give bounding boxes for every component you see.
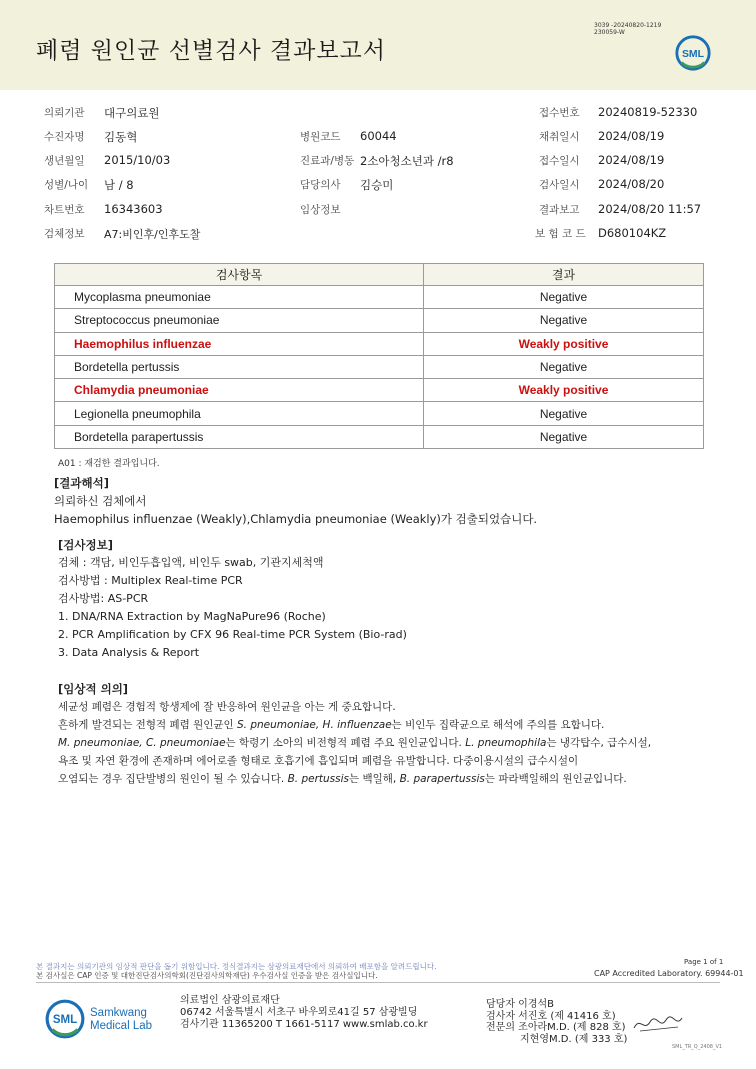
table-row [55, 309, 704, 332]
staff-line2: 검사자 서진호 (제 41416 호) [486, 1010, 616, 1022]
organism-name: M. pneumoniae, C. pneumoniae [58, 737, 226, 749]
table-row [55, 286, 704, 309]
brand-name [90, 1007, 152, 1033]
clinical-line1: 세균성 폐렴은 경험적 항생제에 잘 반응하여 원인균을 아는 게 중요합니다. [58, 701, 396, 713]
brand-line2: Medical Lab [90, 1020, 153, 1032]
clinical-line3 [58, 734, 651, 752]
sex-age-label: 성별/나이 [44, 179, 89, 191]
sex-age-value: 남 / 8 [104, 178, 134, 192]
collection-date-label: 채취일시 [539, 131, 580, 143]
footer-notice [36, 962, 436, 980]
clinical-text: 는 파라백일해의 원인균입니다. [484, 773, 627, 785]
interpretation-line2: Haemophilus influenzae (Weakly),Chlamydia pneumoniae (Weakly)가 검출되었습니다. [54, 512, 538, 526]
footer-notice-line2: 본 검사실은 CAP 인증 및 대한진단검사의학회(진단검사의학재단) 우수검사실 인증을 받은 검사실입니다. [36, 971, 378, 980]
test-item: Mycoplasma pneumoniae [55, 286, 424, 309]
doctor-value: 김승미 [360, 178, 394, 192]
requester-value: 대구의료원 [104, 106, 160, 120]
specimen-label: 검체정보 [44, 228, 85, 240]
sml-footer-logo-text: SML [52, 1014, 78, 1027]
clinical-text: 오염되는 경우 집단발병의 원인이 될 수 있습니다. [58, 773, 288, 785]
staff-line4: 지현영M.D. (제 333 호) [520, 1033, 628, 1045]
clinical-text: 는 백일해, [348, 773, 400, 785]
department-value: 2소아청소년과 /r8 [360, 154, 454, 168]
clinical-text: 는 냉각탑수, 급수시설, [546, 737, 652, 749]
insurance-code-value: D680104KZ [598, 226, 667, 240]
chart-number-label: 차트번호 [44, 204, 85, 216]
department-label: 진료과/병동 [300, 155, 355, 167]
patient-name-value: 김동혁 [104, 130, 138, 144]
test-item: Chlamydia pneumoniae [55, 379, 424, 402]
receipt-number-value: 20240819-52330 [598, 105, 698, 119]
hospital-code-value: 60044 [360, 129, 397, 143]
receipt-date-value: 2024/08/19 [598, 153, 665, 167]
test-info-line: 2. PCR Amplification by CFX 96 Real-time PCR System (Bio-rad) [58, 628, 407, 641]
test-date-label: 검사일시 [539, 179, 580, 191]
report-date-label: 결과보고 [539, 204, 580, 216]
receipt-date-label: 접수일시 [539, 155, 580, 167]
report-title: 폐렴 원인균 선별검사 결과보고서 [36, 38, 386, 64]
footer-divider [36, 982, 720, 983]
table-row [55, 332, 704, 355]
interpretation-line1: 의뢰하신 검체에서 [54, 494, 147, 508]
interpretation-section [54, 474, 537, 528]
table-row [55, 355, 704, 378]
hospital-code-label: 병원코드 [300, 131, 341, 143]
test-date-value: 2024/08/20 [598, 177, 665, 191]
test-item: Bordetella pertussis [55, 355, 424, 378]
lab-address [180, 995, 428, 1031]
organism-name: L. pneumophila [465, 737, 547, 749]
clinical-info-label: 임상정보 [300, 204, 341, 216]
sml-logo-text: SML [681, 48, 705, 60]
doctor-label: 담당의사 [300, 179, 341, 191]
test-info-line: 1. DNA/RNA Extraction by MagNaPure96 (Roche) [58, 610, 326, 623]
table-row [55, 402, 704, 425]
brand-line1: Samkwang [90, 1007, 147, 1019]
document-code [594, 22, 661, 36]
birth-date-label: 생년월일 [44, 155, 85, 167]
receipt-number-label: 접수번호 [539, 107, 580, 119]
collection-date-value: 2024/08/19 [598, 129, 665, 143]
cap-accreditation: CAP Accredited Laboratory. 69944-01 [594, 969, 744, 978]
clinical-text: 는 비인두 집락균으로 해석에 주의를 요합니다. [391, 719, 605, 731]
address-line1: 의료법인 삼광의료재단 [180, 995, 280, 1006]
document-code-line2: 230059-W [594, 29, 625, 36]
organism-name: S. pneumoniae, H. influenzae [236, 719, 392, 731]
sml-logo [674, 34, 712, 72]
test-info-section [58, 536, 407, 662]
column-header-result: 결과 [424, 264, 704, 286]
clinical-line4: 욕조 및 자연 환경에 존재하며 에어로졸 형태로 호흡기에 흡입되며 폐렴을 유발합니다. 다중이용시설의 급수시설이 [58, 755, 579, 767]
specimen-value: A7:비인후/인후도찰 [104, 228, 201, 241]
clinical-text: 흔하게 발견되는 전형적 폐렴 원인균인 [58, 719, 237, 731]
address-line2: 06742 서울특별시 서초구 바우뫼로41길 57 삼광빌딩 [180, 1007, 418, 1018]
patient-name-label: 수진자명 [44, 131, 85, 143]
clinical-text: 는 학령기 소아의 비전형적 폐렴 주요 원인균입니다. [225, 737, 466, 749]
report-date-value: 2024/08/20 11:57 [598, 202, 702, 216]
signature-image [630, 1012, 686, 1036]
page-number: Page 1 of 1 [684, 958, 724, 966]
clinical-section [58, 680, 651, 788]
staff-line3: 전문의 조아라M.D. (제 828 호) [486, 1022, 626, 1033]
test-info-title: [검사정보] [58, 538, 113, 552]
test-item: Legionella pneumophila [55, 402, 424, 425]
chart-number-value: 16343603 [104, 202, 163, 216]
results-table [54, 263, 704, 449]
test-item: Streptococcus pneumoniae [55, 309, 424, 332]
table-row [55, 425, 704, 448]
clinical-line2 [58, 716, 651, 734]
form-code: SML_TR_Q_2408_V1 [672, 1044, 723, 1050]
insurance-code-label: 보 험 코 드 [535, 228, 586, 240]
staff-list [486, 999, 627, 1045]
test-result: Negative [424, 425, 704, 448]
address-line3: 검사기관 11365200 T 1661-5117 www.smlab.co.kr [180, 1019, 428, 1030]
test-result: Weakly positive [424, 332, 704, 355]
clinical-line5 [58, 770, 651, 788]
test-info-line: 검사방법 : Multiplex Real-time PCR [58, 574, 243, 587]
requester-label: 의뢰기관 [44, 107, 85, 119]
interpretation-title: [결과해석] [54, 476, 109, 490]
document-code-line1: 3039 -20240820-1219 [594, 22, 662, 29]
test-result: Weakly positive [424, 379, 704, 402]
test-info-line: 3. Data Analysis & Report [58, 646, 200, 659]
table-row [55, 379, 704, 402]
retest-note: A01 : 재검한 결과입니다. [58, 459, 160, 469]
test-result: Negative [424, 355, 704, 378]
test-result: Negative [424, 286, 704, 309]
column-header-item: 검사항목 [55, 264, 424, 286]
sml-footer-logo [44, 998, 86, 1040]
test-info-line: 검체 : 객담, 비인두흡입액, 비인두 swab, 기관지세척액 [58, 556, 324, 569]
test-item: Haemophilus influenzae [55, 332, 424, 355]
organism-name: B. parapertussis [399, 773, 485, 785]
clinical-title: [임상적 의의] [58, 682, 129, 696]
results-header-row [55, 264, 704, 286]
test-result: Negative [424, 402, 704, 425]
footer-notice-line1: 본 결과지는 의뢰기관의 임상적 판단을 돕기 위함입니다. 정식결과지는 삼광의료재단에서 의뢰하여 배포함을 알려드립니다. [36, 962, 437, 971]
staff-line1: 담당자 이경석B [486, 999, 554, 1010]
organism-name: B. pertussis [287, 773, 349, 785]
test-item: Bordetella parapertussis [55, 425, 424, 448]
test-result: Negative [424, 309, 704, 332]
birth-date-value: 2015/10/03 [104, 153, 171, 167]
test-info-line: 검사방법: AS-PCR [58, 592, 149, 605]
